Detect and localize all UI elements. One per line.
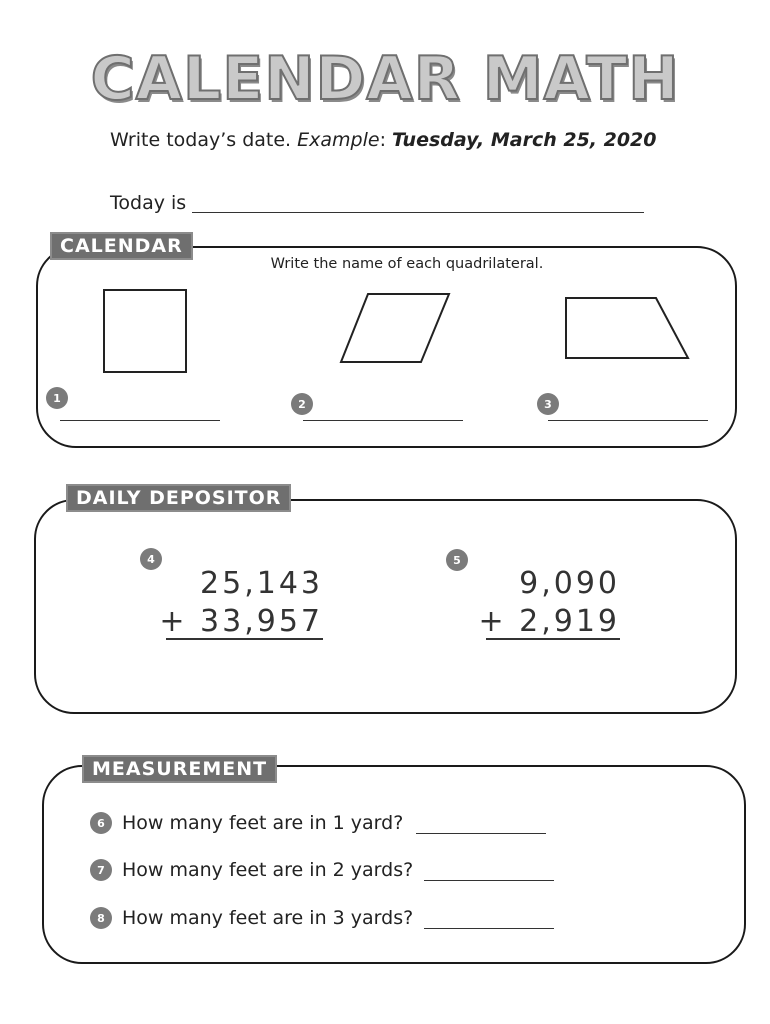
- question-6-text: How many feet are in 1 yard?: [122, 812, 404, 834]
- item-number-4: 4: [140, 548, 162, 570]
- item-number-5: 5: [446, 549, 468, 571]
- example-date: Tuesday, March 25, 2020: [392, 129, 657, 151]
- question-7-text: How many feet are in 2 yards?: [122, 859, 414, 881]
- daily-depositor-panel: [34, 499, 737, 714]
- item-number-1: 1: [46, 387, 68, 409]
- trapezoid-shape: [562, 294, 692, 362]
- page-title: CALENDAR MATH: [90, 44, 680, 114]
- item-number-6: 6: [90, 812, 112, 834]
- question-7-answer-line[interactable]: [424, 880, 554, 881]
- quadrilateral-instruction: Write the name of each quadrilateral.: [270, 256, 544, 272]
- answer-line-2[interactable]: [303, 420, 463, 421]
- item-number-3: 3: [537, 393, 559, 415]
- instruction-lead: Write today’s date.: [110, 129, 292, 151]
- question-6-answer-line[interactable]: [416, 833, 546, 834]
- daily-depositor-section-tag: DAILY DEPOSITOR: [66, 484, 291, 512]
- item-number-7: 7: [90, 859, 112, 881]
- question-8-answer-line[interactable]: [424, 928, 554, 929]
- rhombus-shape: [338, 290, 454, 366]
- problem-4-top: 25,143: [200, 566, 323, 601]
- problem-5-sum-line: [486, 638, 620, 640]
- problem-5-top: 9,090: [519, 566, 620, 601]
- measurement-section-tag: MEASUREMENT: [82, 755, 277, 783]
- question-8-text: How many feet are in 3 yards?: [122, 907, 414, 929]
- square-shape: [100, 286, 192, 378]
- problem-5-bottom: + 2,919: [478, 604, 620, 639]
- item-number-2: 2: [291, 393, 313, 415]
- calendar-section-tag: CALENDAR: [50, 232, 193, 260]
- example-colon: :: [379, 129, 386, 151]
- today-label: Today is: [110, 192, 187, 214]
- date-instructions: [110, 129, 657, 151]
- problem-4-bottom: + 33,957: [159, 604, 323, 639]
- today-answer-line[interactable]: [192, 212, 644, 213]
- answer-line-3[interactable]: [548, 420, 708, 421]
- example-label: Example: [297, 129, 380, 151]
- answer-line-1[interactable]: [60, 420, 220, 421]
- item-number-8: 8: [90, 907, 112, 929]
- problem-4-sum-line: [166, 638, 323, 640]
